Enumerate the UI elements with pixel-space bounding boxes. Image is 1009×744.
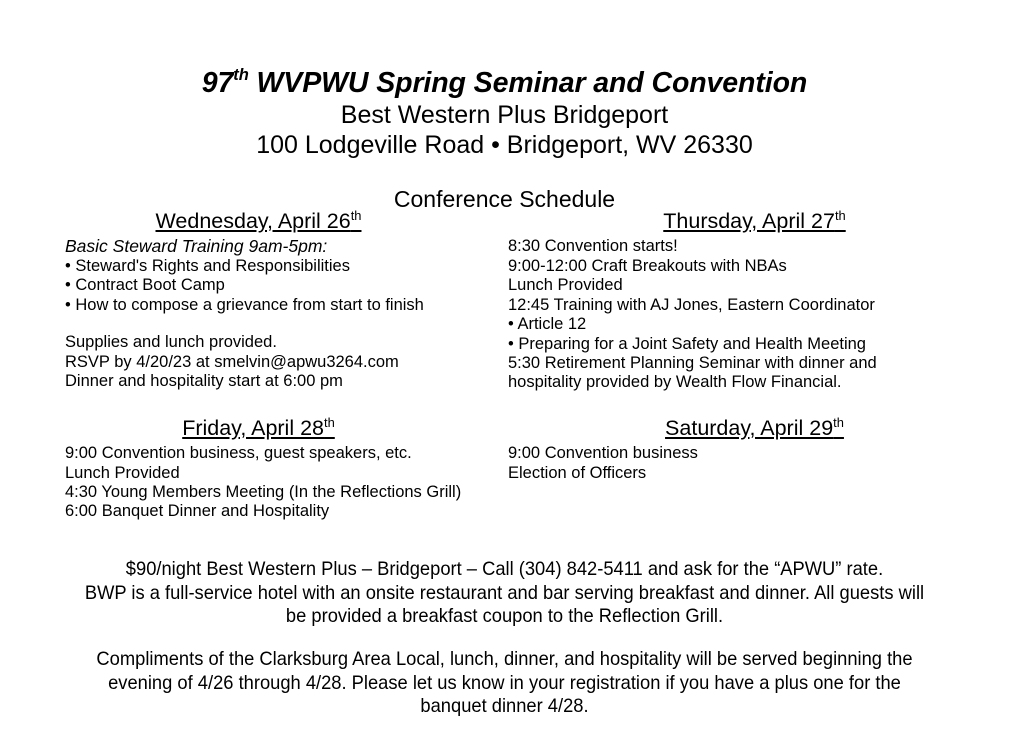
schedule-line-rsvp: RSVP by 4/20/23 at smelvin@apwu3264.com [65, 352, 399, 371]
paragraph-line: BWP is a full-service hotel with an onsite restaurant and bar serving breakfast and dinner. All guests will [84, 581, 925, 604]
conference-schedule [0, 210, 1009, 522]
schedule-column-thursday [460, 210, 1009, 393]
hotel-rate-paragraph [30, 558, 978, 629]
paragraph-line: evening of 4/26 through 4/28. Please let us know in your registration if you have a plus one for the [108, 671, 901, 694]
schedule-column-wednesday [0, 210, 460, 393]
day-ordinal-saturday: th [833, 414, 844, 430]
schedule-line: 4:30 Young Members Meeting (In the Reflections Grill) [65, 483, 462, 502]
paragraph-line: Compliments of the Clarksburg Area Local, lunch, dinner, and hospitality will be served beginning the [96, 648, 913, 670]
schedule-line: Lunch Provided [65, 463, 180, 482]
schedule-line: Election of Officers [508, 463, 647, 482]
paragraph-line: banquet dinner 4/28. [420, 695, 589, 717]
schedule-row-1 [0, 210, 1009, 393]
schedule-line: • Preparing for a Joint Safety and Health Meeting [508, 334, 866, 353]
schedule-line: 8:30 Convention starts! [508, 237, 678, 256]
schedule-line: • How to compose a grievance from start to finish [65, 295, 424, 314]
schedule-line: 9:00 Convention business, guest speakers, etc. [65, 444, 412, 463]
schedule-column-saturday [460, 414, 1009, 522]
day-body-saturday [508, 444, 1001, 483]
schedule-column-friday [0, 414, 462, 522]
schedule-line: 9:00-12:00 Craft Breakouts with NBAs [508, 256, 787, 275]
day-ordinal-thursday: th [834, 208, 846, 223]
document-title [0, 66, 1009, 99]
schedule-section-heading: Conference Schedule [393, 186, 616, 212]
paragraph-line: be provided a breakfast coupon to the Reflection Grill. [285, 605, 724, 627]
venue-address: 100 Lodgeville Road • Bridgeport, WV 26330 [256, 131, 753, 160]
day-name-friday: Friday, April 28 [182, 415, 325, 440]
day-name-thursday: Thursday, April 27 [663, 208, 835, 233]
day-heading-friday [65, 414, 452, 440]
compliments-paragraph [30, 648, 978, 719]
day-body-thursday [508, 237, 1001, 392]
day-ordinal-friday: th [324, 414, 335, 430]
day-heading-thursday [508, 210, 1001, 232]
day-name-saturday: Saturday, April 29 [665, 415, 834, 440]
schedule-line: hospitality provided by Wealth Flow Financial. [508, 373, 842, 392]
schedule-line: 9:00 Convention business [508, 444, 698, 463]
schedule-line: Dinner and hospitality start at 6:00 pm [65, 371, 343, 390]
schedule-line: Supplies and lunch provided. [65, 333, 277, 352]
day-ordinal-wednesday: th [350, 208, 362, 223]
day-body-friday [65, 444, 462, 522]
schedule-line: • Contract Boot Camp [65, 276, 225, 295]
schedule-line: • Article 12 [508, 315, 587, 334]
schedule-line: 6:00 Banquet Dinner and Hospitality [65, 502, 330, 521]
day-heading-saturday [508, 414, 1001, 440]
venue-name: Best Western Plus Bridgeport [340, 100, 669, 129]
schedule-line: 5:30 Retirement Planning Seminar with dinner and [508, 353, 877, 372]
schedule-line: 12:45 Training with AJ Jones, Eastern Coordinator [508, 295, 875, 314]
day-body-wednesday [65, 237, 452, 391]
schedule-line: • Steward's Rights and Responsibilities [65, 256, 350, 275]
day-name-wednesday: Wednesday, April 26 [155, 208, 351, 233]
title-remainder: WVPWU Spring Seminar and Convention [248, 66, 808, 99]
schedule-row-2 [0, 414, 1009, 522]
title-ordinal-suffix: th [233, 65, 249, 84]
schedule-line: Basic Steward Training 9am-5pm: [65, 236, 328, 257]
schedule-line-spacer [65, 315, 452, 333]
paragraph-line: $90/night Best Western Plus – Bridgeport – Call (304) 842-5411 and ask for the “APWU” rate. [125, 558, 884, 580]
title-number: 97 [201, 66, 234, 99]
document-header [0, 66, 1009, 161]
schedule-line: Lunch Provided [508, 276, 623, 295]
day-heading-wednesday [65, 210, 452, 232]
